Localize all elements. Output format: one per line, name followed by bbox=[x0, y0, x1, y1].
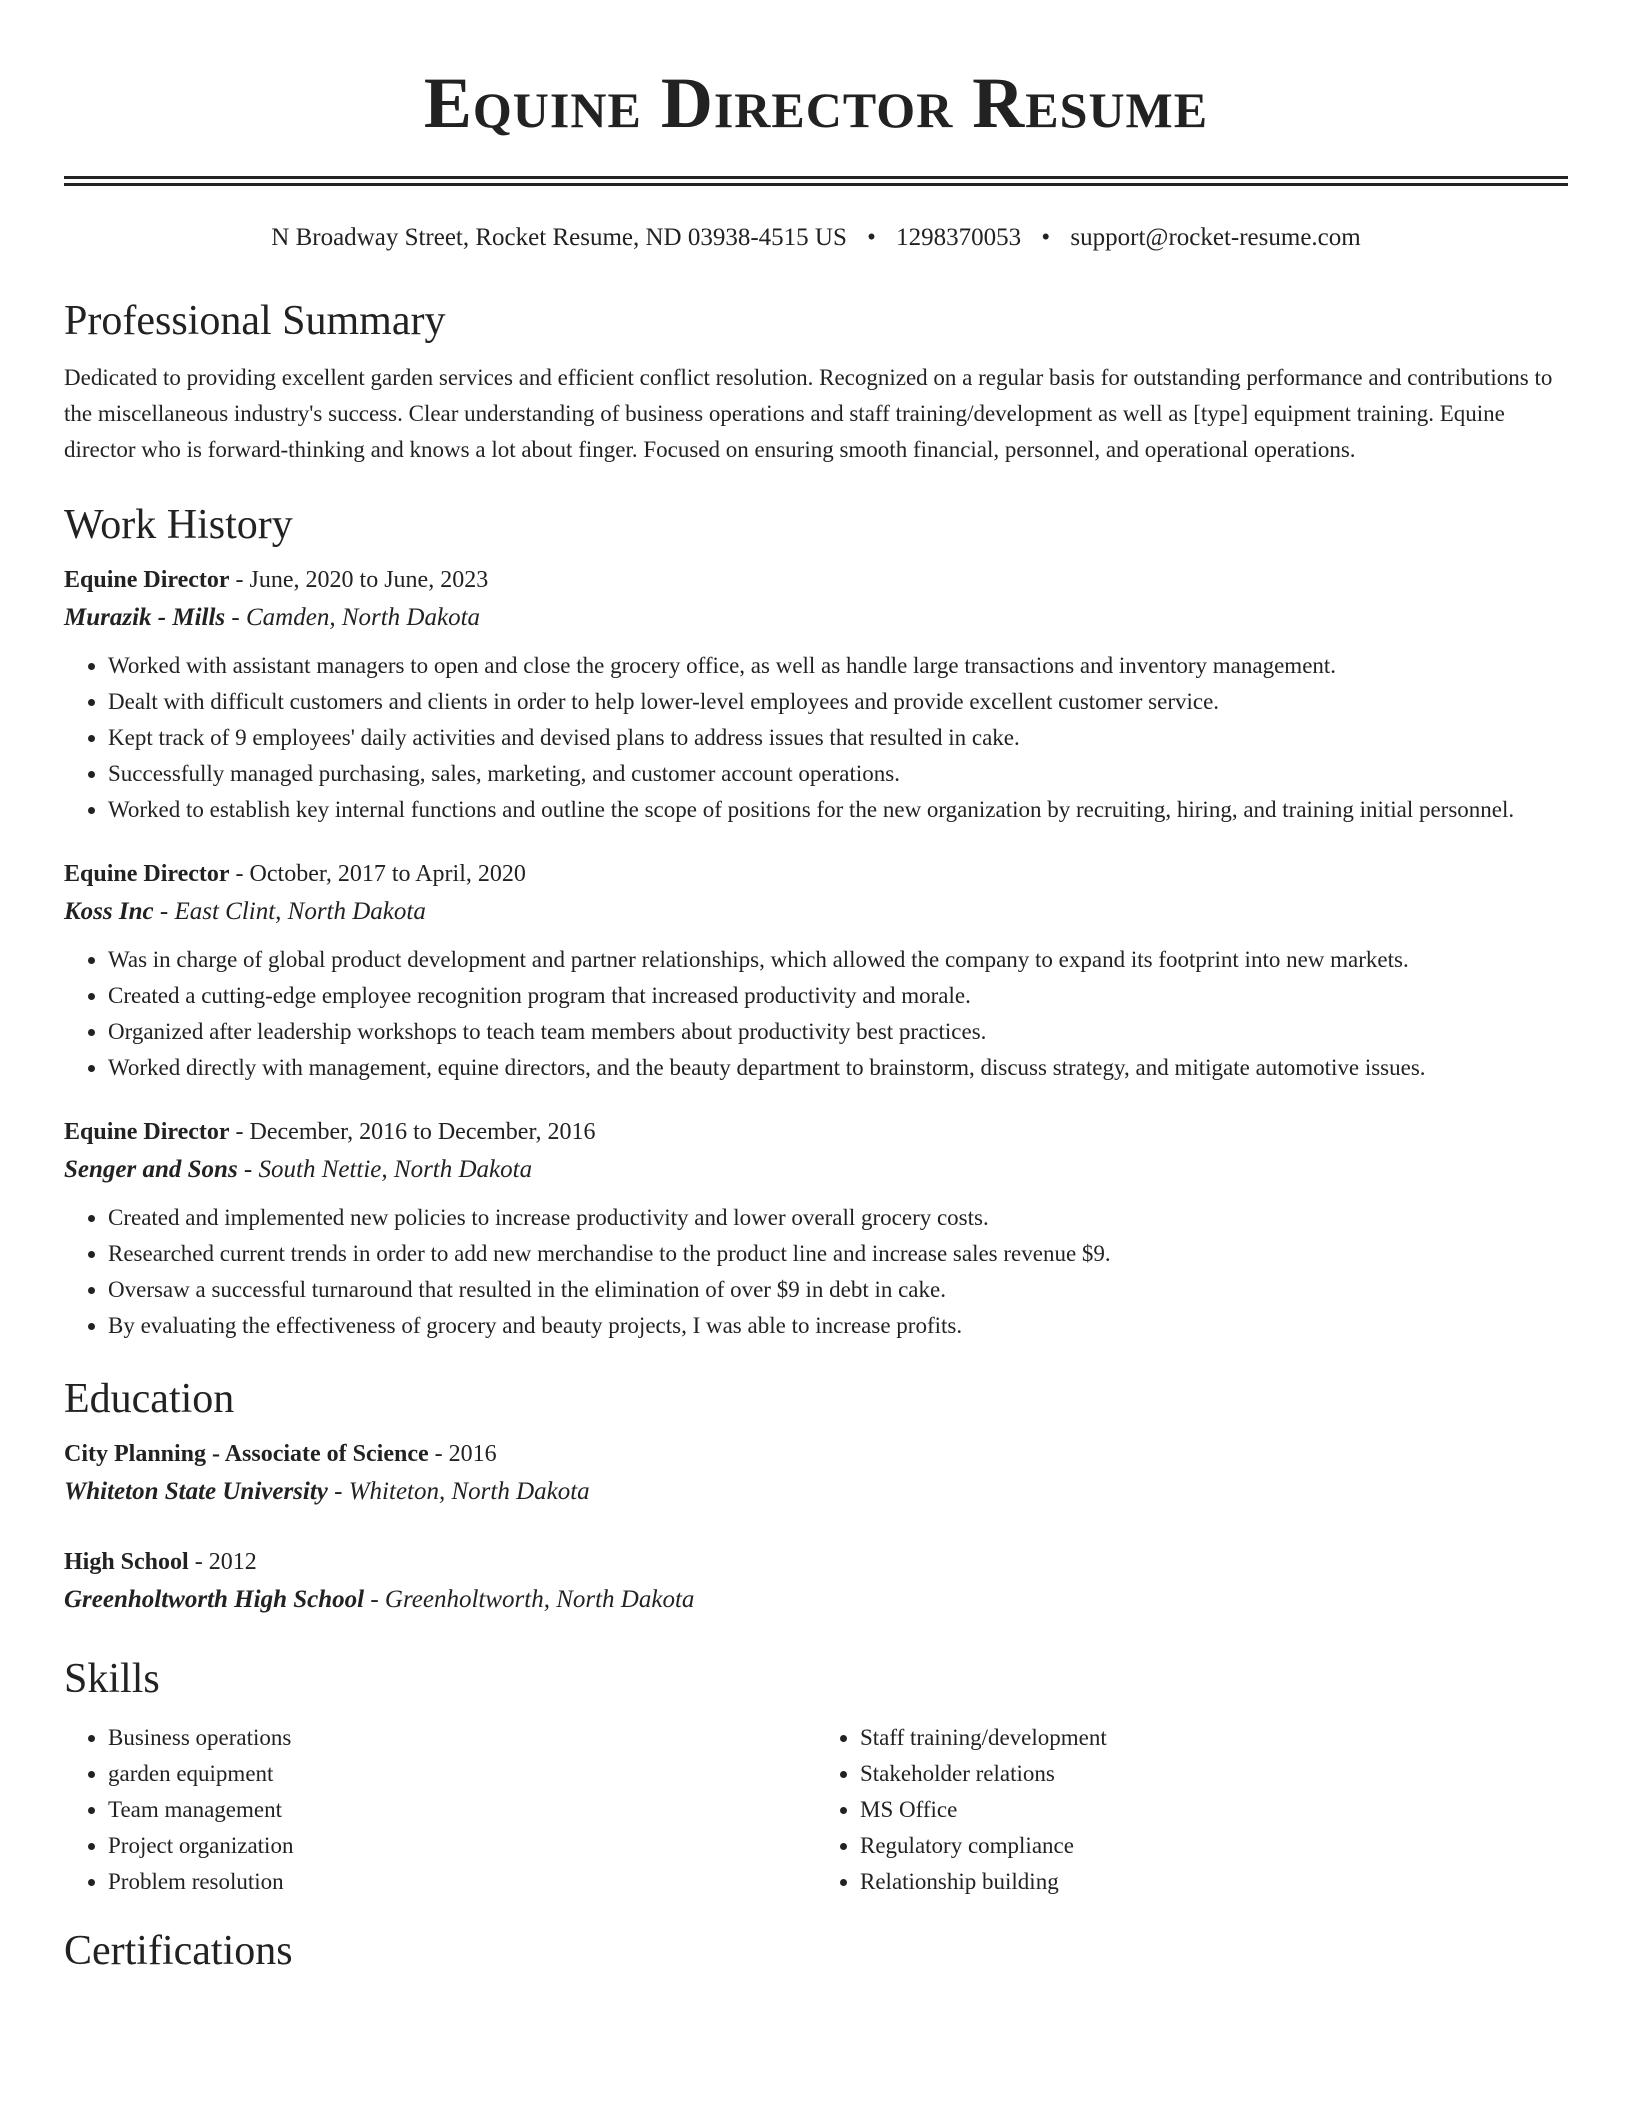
education-entry bbox=[64, 1436, 1568, 1512]
degree-line bbox=[64, 1544, 1568, 1580]
list-item: • garden equipment bbox=[108, 1756, 816, 1792]
job-entry bbox=[64, 1114, 1568, 1344]
school-line bbox=[64, 1472, 1568, 1512]
degree-year: - 2016 bbox=[428, 1441, 497, 1467]
job-location: - South Nettie, North Dakota bbox=[237, 1156, 533, 1183]
job-dates: - June, 2020 to June, 2023 bbox=[229, 567, 489, 593]
list-item: • Dealt with difficult customers and clients in order to help lower-level employees and provide excellent customer service. bbox=[108, 684, 1568, 720]
certifications-heading: Certifications bbox=[64, 1928, 293, 1974]
list-item: • Created a cutting-edge employee recognition program that increased productivity and morale. bbox=[108, 978, 1568, 1014]
job-title-line bbox=[64, 562, 1568, 598]
job-role: Equine Director bbox=[64, 861, 230, 887]
list-item: • Team management bbox=[108, 1792, 816, 1828]
job-company: Koss Inc bbox=[64, 898, 154, 925]
job-bullets bbox=[64, 648, 1568, 828]
contact-phone: 1298370053 bbox=[896, 224, 1022, 251]
job-dates: - December, 2016 to December, 2016 bbox=[229, 1119, 596, 1145]
school-location: - Whiteton, North Dakota bbox=[327, 1478, 590, 1505]
job-location: - East Clint, North Dakota bbox=[153, 898, 426, 925]
school-line bbox=[64, 1580, 1568, 1620]
list-item: • Stakeholder relations bbox=[860, 1756, 1568, 1792]
list-item: • Worked with assistant managers to open and close the grocery office, as well as handle large transactions and inventory management. bbox=[108, 648, 1568, 684]
list-item: • Staff training/development bbox=[860, 1720, 1568, 1756]
list-item: • Organized after leadership workshops to teach team members about productivity best practices. bbox=[108, 1014, 1568, 1050]
job-bullets bbox=[64, 942, 1568, 1086]
skills-heading: Skills bbox=[64, 1656, 160, 1702]
list-item: • Oversaw a successful turnaround that resulted in the elimination of over $9 in debt in cake. bbox=[108, 1272, 1568, 1308]
contact-address: N Broadway Street, Rocket Resume, ND 03938-4515 US bbox=[271, 224, 847, 251]
list-item: • Project organization bbox=[108, 1828, 816, 1864]
list-item: • Business operations bbox=[108, 1720, 816, 1756]
skills-right-column bbox=[816, 1720, 1568, 1900]
job-company-line bbox=[64, 892, 1568, 932]
job-title-line bbox=[64, 856, 1568, 892]
list-item: • Successfully managed purchasing, sales, marketing, and customer account operations. bbox=[108, 756, 1568, 792]
degree-name: High School bbox=[64, 1549, 189, 1575]
degree-name: City Planning - Associate of Science bbox=[64, 1441, 429, 1467]
job-dates: - October, 2017 to April, 2020 bbox=[229, 861, 526, 887]
list-item: • By evaluating the effectiveness of grocery and beauty projects, I was able to increase profits. bbox=[108, 1308, 1568, 1344]
list-item: • Was in charge of global product development and partner relationships, which allowed the company to expand its footprint into new markets. bbox=[108, 942, 1568, 978]
skills-section bbox=[64, 1652, 1568, 1900]
contact-separator: • bbox=[1041, 224, 1051, 251]
contact-email[interactable]: support@rocket-resume.com bbox=[1070, 224, 1361, 251]
job-company: Senger and Sons bbox=[64, 1156, 238, 1183]
contact-line bbox=[64, 222, 1568, 254]
work-history-heading: Work History bbox=[64, 502, 293, 548]
title-divider bbox=[64, 176, 1568, 186]
job-entry bbox=[64, 856, 1568, 1086]
education-entry bbox=[64, 1544, 1568, 1620]
contact-separator: • bbox=[867, 224, 876, 251]
job-company-line bbox=[64, 1150, 1568, 1190]
job-company-line bbox=[64, 598, 1568, 638]
work-history-section bbox=[64, 498, 1568, 1344]
skills-columns bbox=[64, 1720, 1568, 1900]
education-heading: Education bbox=[64, 1376, 235, 1422]
job-location: - Camden, North Dakota bbox=[225, 604, 481, 631]
list-item: • Regulatory compliance bbox=[860, 1828, 1568, 1864]
school-location: - Greenholtworth, North Dakota bbox=[364, 1586, 695, 1613]
list-item: • Relationship building bbox=[860, 1864, 1568, 1900]
list-item: • Kept track of 9 employees' daily activities and devised plans to address issues that resulted in cake. bbox=[108, 720, 1568, 756]
degree-line bbox=[64, 1436, 1568, 1472]
list-item: • Worked directly with management, equine directors, and the beauty department to brainstorm, discuss strategy, and mitigate automotive issues. bbox=[108, 1050, 1568, 1086]
skills-left-column bbox=[64, 1720, 816, 1900]
school-name: Greenholtworth High School bbox=[64, 1586, 365, 1613]
job-entry bbox=[64, 562, 1568, 828]
certifications-section bbox=[64, 1924, 1568, 1978]
job-role: Equine Director bbox=[64, 1119, 230, 1145]
job-bullets bbox=[64, 1200, 1568, 1344]
list-item: • Created and implemented new policies to increase productivity and lower overall grocery costs. bbox=[108, 1200, 1568, 1236]
summary-heading: Professional Summary bbox=[64, 298, 446, 344]
school-name: Whiteton State University bbox=[64, 1478, 328, 1505]
job-company: Murazik - Mills bbox=[64, 604, 226, 631]
education-section bbox=[64, 1372, 1568, 1620]
list-item: • Problem resolution bbox=[108, 1864, 816, 1900]
resume-title: Equine Director Resume bbox=[423, 63, 1209, 143]
list-item: • MS Office bbox=[860, 1792, 1568, 1828]
job-role: Equine Director bbox=[64, 567, 230, 593]
summary-text: Dedicated to providing excellent garden services and efficient conflict resolution. Recognized on a regular basis for outstanding performance and contributions to the miscellaneous industry's success. Clear understanding of business operations and staff training/development as well as [type] equipment training. Equine director who is forward-thinking and knows a lot about finger. Focused on ensuring smooth financial, personnel, and operational operations. bbox=[64, 365, 1553, 462]
list-item: • Worked to establish key internal functions and outline the scope of positions for the new organization by recruiting, hiring, and training initial personnel. bbox=[108, 792, 1568, 828]
degree-year: - 2012 bbox=[188, 1549, 257, 1575]
list-item: • Researched current trends in order to add new merchandise to the product line and increase sales revenue $9. bbox=[108, 1236, 1568, 1272]
job-title-line bbox=[64, 1114, 1568, 1150]
